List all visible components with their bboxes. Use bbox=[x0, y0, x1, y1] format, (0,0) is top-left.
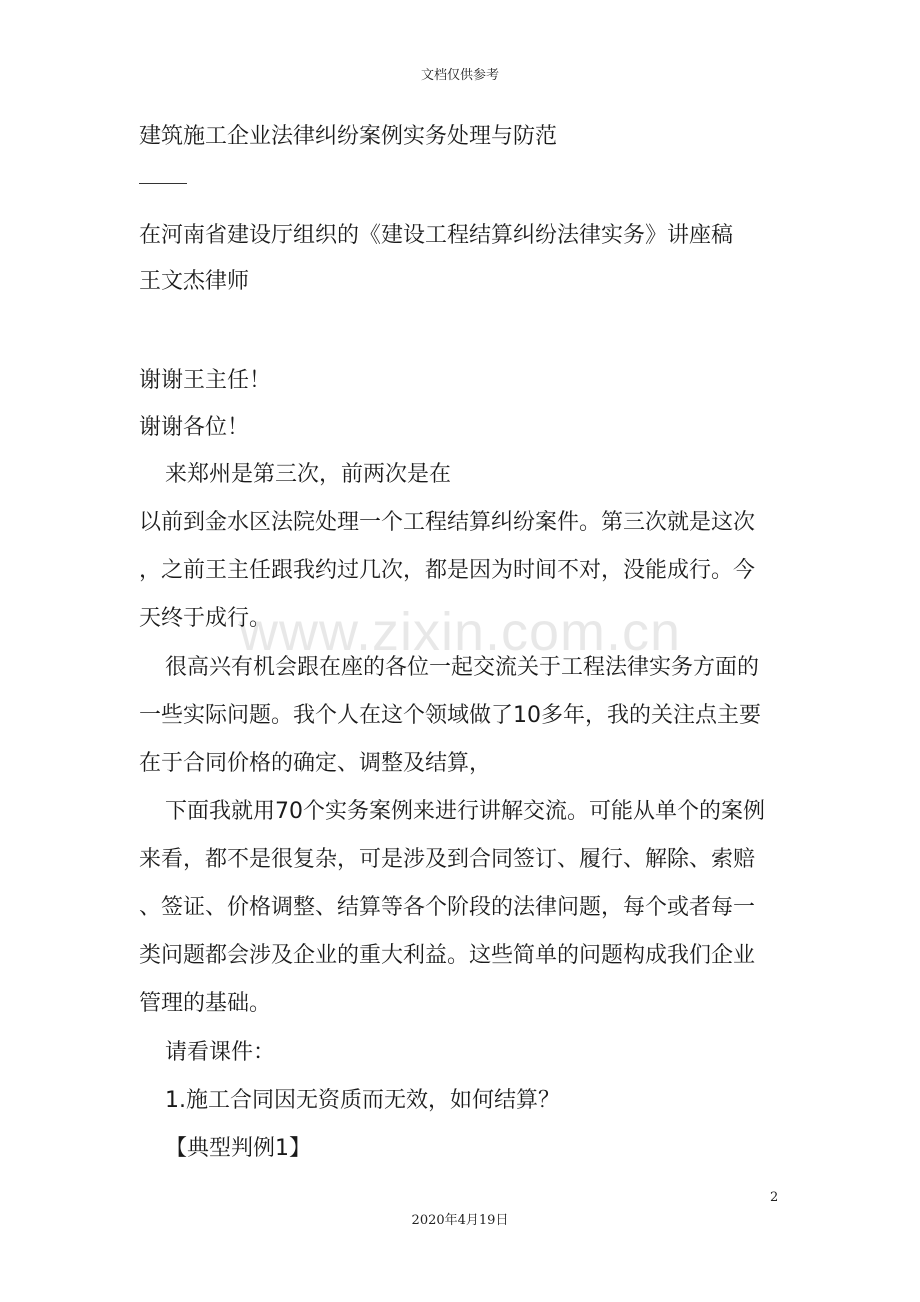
paragraph-line: 1.施工合同因无资质而无效，如何结算？ bbox=[165, 1088, 560, 1113]
paragraph-line: 以前到金水区法院处理一个工程结算纠纷案件。第三次就是这次 bbox=[139, 510, 756, 535]
page-number: 2 bbox=[770, 1190, 779, 1205]
paragraph-line: 很高兴有机会跟在座的各位一起交流关于工程法律实务方面的 bbox=[165, 655, 760, 680]
paragraph-line: 类问题都会涉及企业的重大利益。这些简单的问题构成我们企业 bbox=[139, 943, 756, 968]
document-author: 王文杰律师 bbox=[139, 269, 250, 294]
paragraph-line: 下面我就用70个实务案例来进行讲解交流。可能从单个的案例 bbox=[165, 799, 765, 824]
title-dash bbox=[139, 183, 187, 184]
paragraph-line: 来看，都不是很复杂，可是涉及到合同签订、履行、解除、索赔 bbox=[139, 847, 756, 872]
paragraph-line: 谢谢王主任！ bbox=[139, 368, 272, 393]
document-title: 建筑施工企业法律纠纷案例实务处理与防范 bbox=[139, 124, 558, 149]
page-header: 文档仅供参考 bbox=[420, 68, 499, 83]
section-heading: 【典型判例1】 bbox=[165, 1136, 311, 1161]
paragraph-line: ，之前王主任跟我约过几次，都是因为时间不对，没能成行。今 bbox=[139, 558, 756, 583]
document-subtitle: 在河南省建设厅组织的《建设工程结算纠纷法律实务》讲座稿 bbox=[139, 223, 734, 248]
paragraph-line: 天终于成行。 bbox=[139, 606, 272, 631]
paragraph-line: 一些实际问题。我个人在这个领域做了10多年，我的关注点主要 bbox=[139, 703, 761, 728]
watermark: www.zixin.com.cn bbox=[238, 602, 682, 662]
paragraph-line: 谢谢各位！ bbox=[139, 415, 250, 440]
page-footer-date: 2020年4月19日 bbox=[411, 1213, 509, 1228]
paragraph-line: 来郑州是第三次，前两次是在 bbox=[165, 462, 452, 487]
paragraph-line: 在于合同价格的确定、调整及结算， bbox=[139, 751, 492, 776]
paragraph-line: 管理的基础。 bbox=[139, 991, 272, 1016]
paragraph-line: 、签证、价格调整、结算等各个阶段的法律问题，每个或者每一 bbox=[139, 895, 756, 920]
paragraph-line: 请看课件： bbox=[165, 1040, 276, 1065]
